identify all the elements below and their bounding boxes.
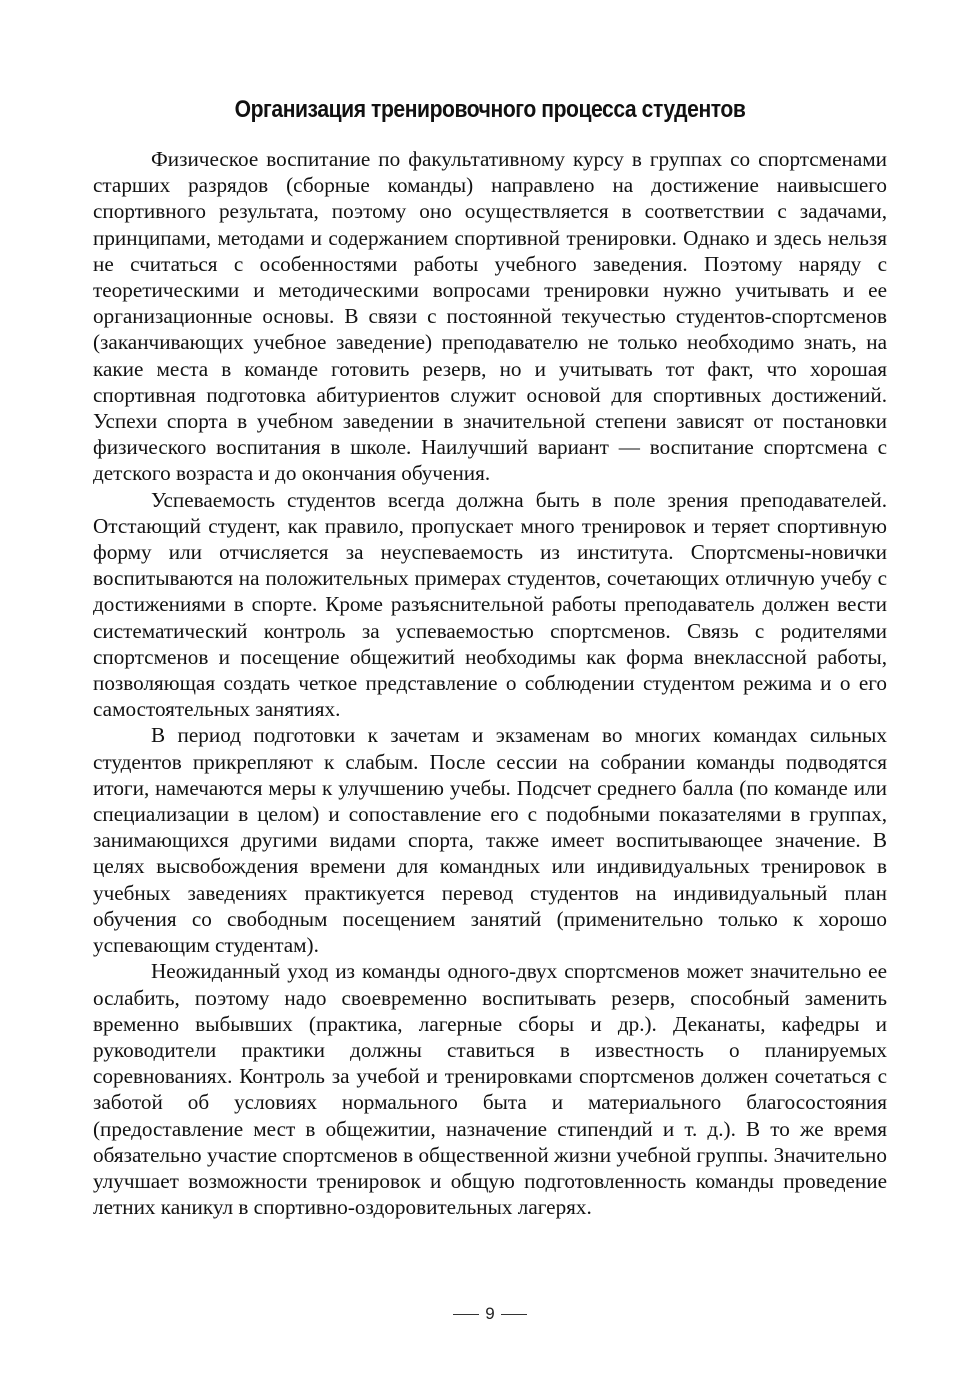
page-footer xyxy=(0,1304,980,1324)
body-text xyxy=(93,146,887,1220)
page-number: 9 xyxy=(485,1304,495,1323)
paragraph: Успеваемость студентов всегда должна быть в поле зрения преподавателей. Отстающий студент, как правило, пропускает много тренировок и теряет спортивную форму или отчисляется за неуспеваемость из института. Спортсмены-новички воспитываются на положительных примерах студентов, сочетающих отличную учебу с достижениями в спорте. Кроме разъяснительной работы преподаватель должен вести систематический контроль за успеваемостью спортсменов. Связь с родителями спортсменов и посещение общежитий необходимы как форма внеклассной работы, позволяющая создать четкое представление о соблюдении студентом режима и о его самостоятельных занятиях. xyxy=(93,487,887,722)
page-title: Организация тренировочного процесса студентов xyxy=(234,96,746,123)
paragraph: В период подготовки к зачетам и экзаменам во многих командах сильных студентов прикрепляют к слабым. После сессии на собрании команды подводятся итоги, намечаются меры к улучшению учебы. Подсчет среднего балла (по команде или специализации в целом) и сопоставление его с подобными показателями в группах, занимающихся другими видами спорта, также имеет воспитывающее значение. В целях высвобождения времени для командных или индивидуальных тренировок в учебных заведениях практикуется перевод студентов на индивидуальный план обучения со свободным посещением занятий (применительно только к хорошо успевающим студентам). xyxy=(93,723,887,958)
paragraph: Физическое воспитание по факультативному курсу в группах со спортсменами старших разрядов (сборные команды) направлено на достижение наивысшего спортивного результата, поэтому оно осуществляется в соответствии с задачами, принципами, методами и содержанием спортивной тренировки. Однако и здесь нельзя не считаться с особенностями работы учебного заведения. Поэтому наряду с теоретическими и методическими вопросами тренировки нужно учитывать и ее организационные основы. В связи с постоянной текучестью студентов-спортсменов (заканчивающих учебное заведение) преподавателю не только необходимо знать, на какие места в команде готовить резерв, но и учитывать тот факт, что хорошая спортивная подготовка абитуриентов служит основой для спортивных достижений. Успехи спорта в учебном заведении в значительной степени зависят от постановки физического воспитания в школе. Наилучший вариант — воспитание спортсмена с детского возраста и до окончания обучения. xyxy=(93,147,887,486)
paragraph: Неожиданный уход из команды одного-двух спортсменов может значительно ее ослабить, поэтому надо своевременно воспитывать резерв, способный заменить временно выбывших (практика, лагерные сборы и др.). Деканаты, кафедры и руководители практики должны ставиться в известность о планируемых соревнованиях. Контроль за учебой и тренировками спортсменов должен сочетаться с заботой об условиях нормального быта и материального благосостояния (предоставление мест в общежитии, назначение стипендий и т. д.). В то же время обязательно участие спортсменов в общественной жизни учебной группы. Значительно улучшает возможности тренировок и общую подготовленность команды проведение летних каникул в спортивно-оздоровительных лагерях. xyxy=(93,959,887,1220)
footer-dash-left xyxy=(453,1314,479,1315)
footer-dash-right xyxy=(501,1314,527,1315)
